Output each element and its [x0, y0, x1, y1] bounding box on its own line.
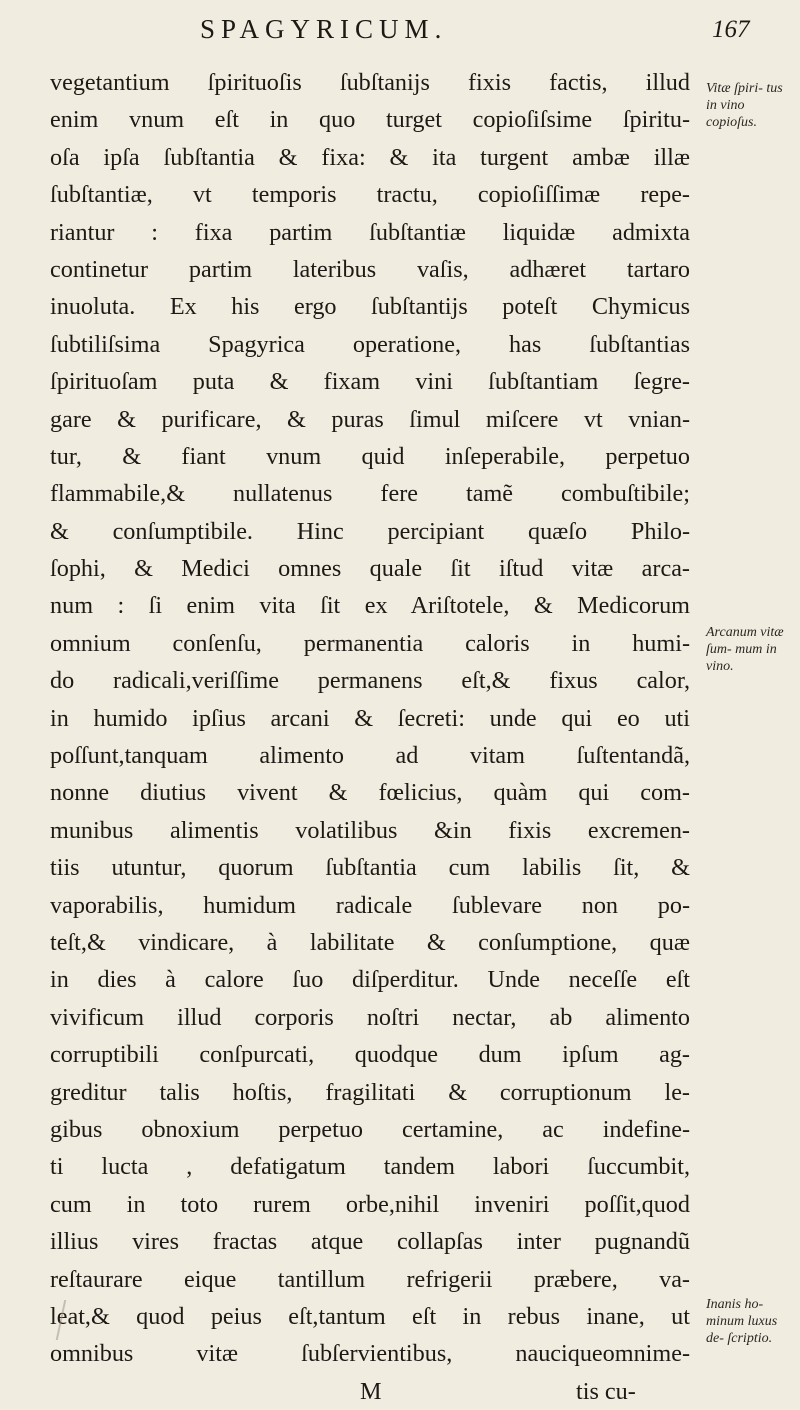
text-line: vegetantium ſpirituoſis ſubſtanijs fixis factis, illud [50, 69, 690, 96]
text-line: ſubtiliſsima Spagyrica operatione, has ſubſtantias [50, 330, 690, 358]
page-number: 167 [712, 16, 750, 43]
text-line: num : ſi enim vita ſit ex Ariſtotele, & Medicorum [50, 592, 690, 620]
text-line: in humido ipſius arcani & ſecreti: unde qui eo uti [50, 704, 690, 732]
text-line: & conſumptibile. Hinc percipiant quæſo Philo- [50, 517, 690, 545]
text-line: gibus obnoxium perpetuo certamine, ac indefine- [50, 1115, 690, 1143]
page-footer [50, 1373, 690, 1410]
text-line: enim vnum eſt in quo turget copioſiſsime ſpiritu- [50, 106, 690, 134]
text-line: vivificum illud corporis noſtri nectar, ab alimento [50, 1003, 690, 1031]
text-line: tiis utuntur, quorum ſubſtantia cum labilis ſit, & [50, 854, 690, 882]
text-line: teſt,& vindicare, à labilitate & conſumptione, quæ [50, 928, 690, 956]
margin-note-luxus: Inanis ho- minum luxus de- ſcriptio. [706, 1297, 778, 1346]
text-line: riantur : fixa partim ſubſtantiæ liquidæ admixta [50, 218, 690, 246]
text-line: cum in toto rurem orbe,nihil inveniri poſſit,quod [50, 1190, 690, 1218]
text-line: greditur talis hoſtis, fragilitati & corruptionum le- [50, 1078, 690, 1106]
signature-mark: M [360, 1377, 382, 1405]
text-line: reſtaurare eique tantillum refrigerii præbere, va- [50, 1265, 690, 1293]
text-line: tur, & fiant vnum quid inſeperabile, perpetuo [50, 442, 690, 470]
text-line: oſa ipſa ſubſtantia & fixa: & ita turgent ambæ illæ [50, 143, 690, 171]
text-line: nonne diutius vivent & fœlicius, quàm qui com- [50, 779, 690, 807]
text-line: ſpirituoſam puta & fixam vini ſubſtantiam ſegre- [50, 368, 690, 396]
text-line: ſophi, & Medici omnes quale ſit iſtud vitæ arca- [50, 555, 690, 583]
page-header [0, 14, 800, 54]
text-line: inuoluta. Ex his ergo ſubſtantijs poteſt Chymicus [50, 293, 690, 321]
text-line: corruptibili conſpurcati, quodque dum ipſum ag- [50, 1041, 690, 1069]
margin-note-spiritus: Vitæ ſpiri- tus in vino copioſus. [706, 81, 783, 130]
text-line: ti lucta , defatigatum tandem labori ſuccumbit, [50, 1153, 690, 1181]
text-line: vaporabilis, humidum radicale ſublevare non po- [50, 891, 690, 919]
text-line: omnium conſenſu, permanentia caloris in humi- [50, 629, 690, 657]
text-line: leat,& quod peius eſt,tantum eſt in rebus inane, ut [50, 1302, 690, 1330]
text-line: gare & purificare, & puras ſimul miſcere vt vnian- [50, 405, 690, 433]
running-title: SPAGYRICUM. [200, 14, 448, 44]
text-line: in dies à calore ſuo diſperditur. Unde neceſſe eſt [50, 966, 690, 994]
body-text [50, 64, 690, 1410]
text-line: omnibus vitæ ſubſervientibus, nauciqueomnime- [50, 1340, 690, 1368]
text-line: illius vires fractas atque collapſas inter pugnandũ [50, 1228, 690, 1256]
catchword: tis cu- [576, 1377, 636, 1405]
text-line: continetur partim lateribus vaſis, adhæret tartaro [50, 255, 690, 283]
text-line: poſſunt,tanquam alimento ad vitam ſuſtentandã, [50, 742, 690, 770]
margin-note-arcanum: Arcanum vitæ ſum- mum in vino. [706, 625, 784, 674]
text-line: ſubſtantiæ, vt temporis tractu, copioſiſſimæ repe- [50, 181, 690, 209]
text-line: flammabile,& nullatenus fere tamẽ combuſtibile; [50, 480, 690, 508]
text-line: munibus alimentis volatilibus &in fixis excremen- [50, 816, 690, 844]
text-line: do radicali,veriſſime permanens eſt,& fixus calor, [50, 667, 690, 695]
